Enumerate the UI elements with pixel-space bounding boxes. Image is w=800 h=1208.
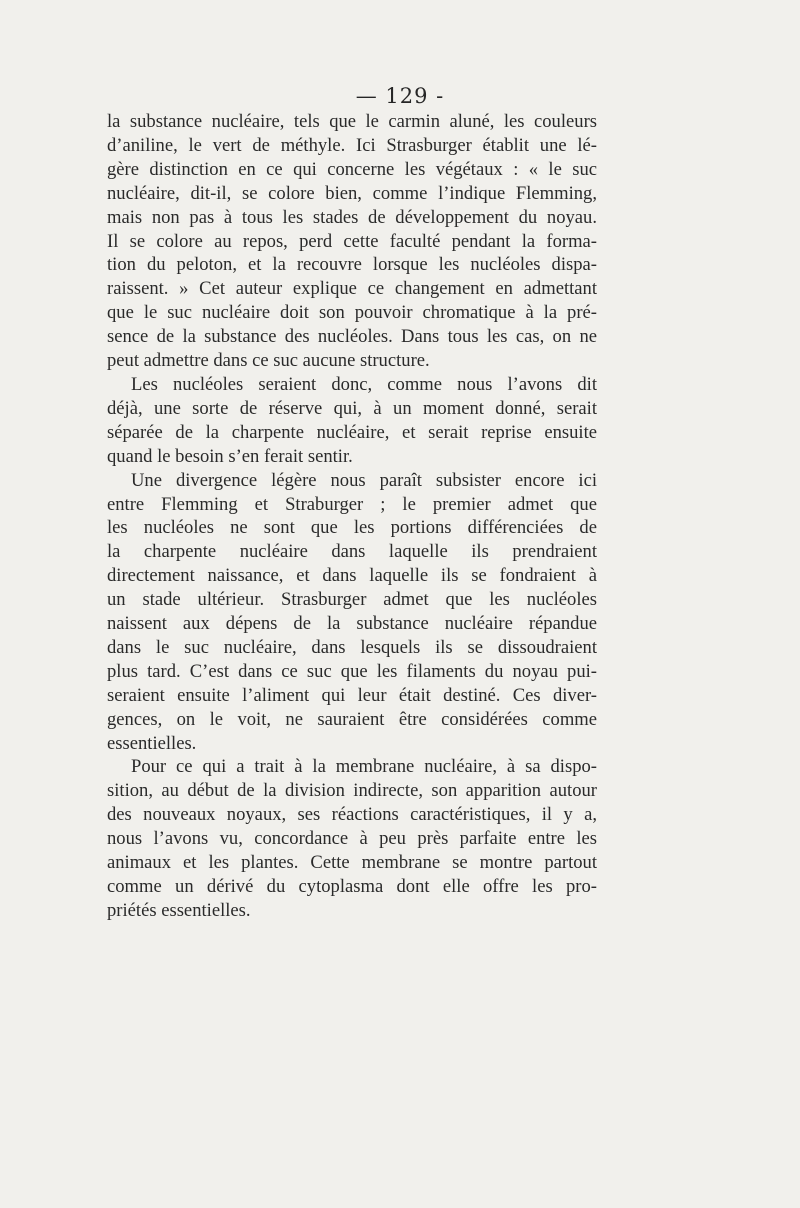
text-line: Les nucléoles seraient donc, comme nous l’avons dit	[131, 373, 597, 395]
text-line: d’aniline, le vert de méthyle. Ici Strasburger établit une lé-	[107, 134, 597, 156]
text-line: plus tard. C’est dans ce suc que les filaments du noyau pui-	[107, 660, 597, 682]
text-line: tion du peloton, et la recouvre lorsque les nucléoles dispa-	[107, 254, 597, 276]
text-line: gences, on le voit, ne sauraient être considérées comme	[107, 708, 597, 730]
text-line: peut admettre dans ce suc aucune structure.	[107, 350, 430, 372]
text-line: comme un dérivé du cytoplasma dont elle offre les pro-	[107, 876, 597, 897]
page-number: — 129 -	[355, 84, 445, 108]
text-line: directement naissance, et dans laquelle ils se fondraient à	[107, 565, 597, 587]
text-line: raissent. » Cet auteur explique ce changement en admettant	[107, 278, 597, 300]
text-line: seraient ensuite l’aliment qui leur était destiné. Ces diver-	[107, 684, 597, 706]
text-line: la charpente nucléaire dans laquelle ils prendraient	[107, 541, 597, 563]
text-line: des nouveaux noyaux, ses réactions caractéristiques, il y a,	[107, 804, 597, 826]
text-line: essentielles.	[107, 732, 197, 754]
body-text	[107, 110, 597, 923]
text-line: séparée de la charpente nucléaire, et serait reprise ensuite	[107, 421, 597, 443]
text-line: quand le besoin s’en ferait sentir.	[107, 445, 353, 467]
text-line: nucléaire, dit-il, se colore bien, comme l’indique Flemming,	[107, 182, 597, 204]
text-line: dans le suc nucléaire, dans lesquels ils se dissoudraient	[107, 636, 597, 658]
text-line: que le suc nucléaire doit son pouvoir chromatique à la pré-	[107, 302, 597, 324]
text-line: animaux et les plantes. Cette membrane se montre partout	[107, 852, 597, 874]
text-line: les nucléoles ne sont que les portions différenciées de	[107, 517, 597, 539]
text-line: priétés essentielles.	[107, 899, 251, 921]
text-line: naissent aux dépens de la substance nucléaire répandue	[107, 613, 597, 635]
text-line: Une divergence légère nous paraît subsister encore ici	[131, 469, 597, 491]
text-line: la substance nucléaire, tels que le carmin aluné, les couleurs	[107, 111, 597, 132]
text-line: sence de la substance des nucléoles. Dans tous les cas, on ne	[107, 326, 597, 348]
text-line: Il se colore au repos, perd cette faculté pendant la forma-	[107, 230, 597, 252]
text-line: déjà, une sorte de réserve qui, à un moment donné, serait	[107, 397, 597, 419]
text-line: un stade ultérieur. Strasburger admet que les nucléoles	[107, 589, 597, 611]
text-line: sition, au début de la division indirecte, son apparition autour	[107, 780, 597, 802]
text-line: Pour ce qui a trait à la membrane nucléaire, à sa dispo-	[131, 756, 597, 778]
text-line: nous l’avons vu, concordance à peu près parfaite entre les	[107, 828, 597, 850]
text-line: mais non pas à tous les stades de développement du noyau.	[107, 206, 597, 228]
text-line: entre Flemming et Straburger ; le premier admet que	[107, 493, 597, 515]
text-line: gère distinction en ce qui concerne les végétaux : « le suc	[107, 158, 597, 180]
